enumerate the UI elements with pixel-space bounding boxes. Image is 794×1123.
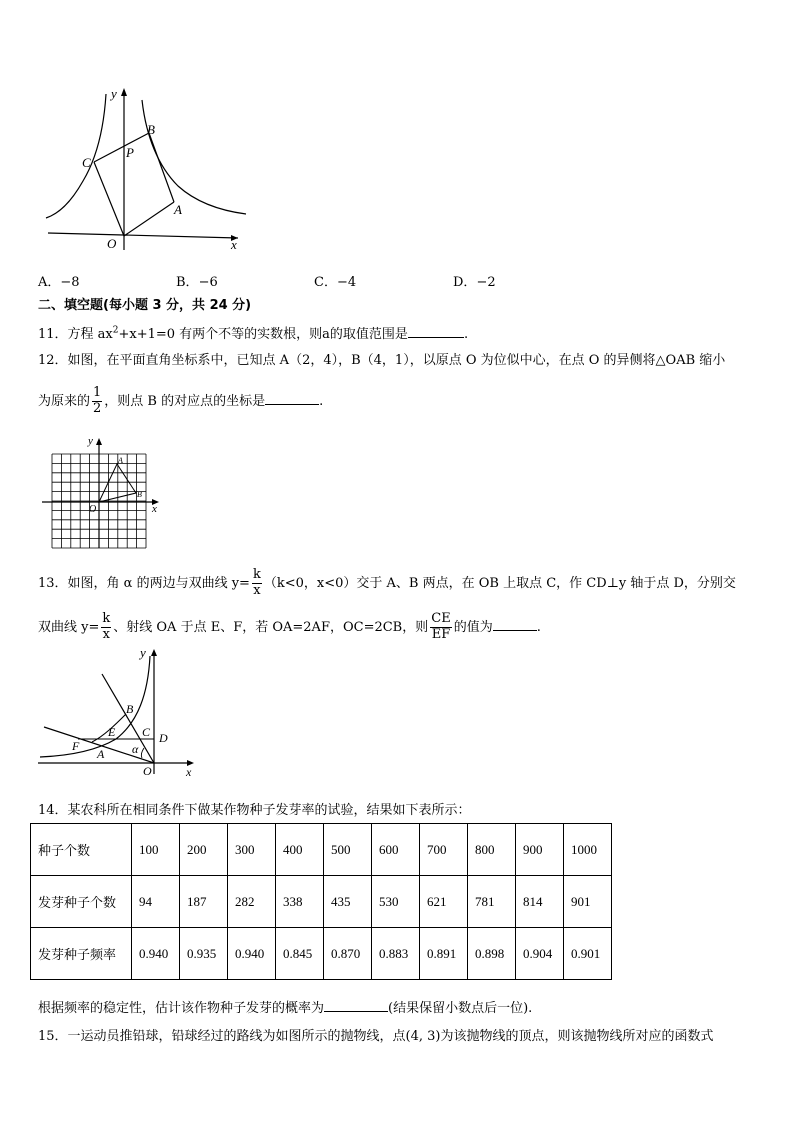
table-cell: 530 xyxy=(372,876,420,928)
segment-AO xyxy=(124,202,174,236)
question-13-line1: 13．如图，角 α 的两边与双曲线 y= $\frac{k}{x}$ （k<0，x<0）交于 A、B 两点，在 OB 上取点 C，作 CD⊥y 轴于点 D，分别交 xyxy=(38,567,736,598)
question-15: 15．一运动员推铅球，铅球经过的路线为如图所示的抛物线，点(4, 3)为该抛物线的顶点，则该抛物线所对应的函数式 xyxy=(38,1029,714,1044)
q13-label-F: F xyxy=(72,739,80,753)
grid-label-y: y xyxy=(88,435,93,447)
table-cell: 282 xyxy=(228,876,276,928)
grid-label-O: O xyxy=(89,504,97,515)
table-cell: 0.845 xyxy=(276,928,324,980)
answer-blank-13[interactable] xyxy=(493,618,537,631)
question-13-line2: 双曲线 y= $\frac{k}{x}$ 、射线 OA 于点 E、F，若 OA=2AF，OC=2CB，则 $\frac{CE}{EF}$ 的值为 . xyxy=(38,611,541,642)
table-cell: 700 xyxy=(420,824,468,876)
choice-d[interactable]: D．−2 xyxy=(453,275,496,290)
angle-arc xyxy=(141,748,144,758)
q13-figure xyxy=(34,644,204,782)
q13-label-E: E xyxy=(108,725,116,739)
fraction-k-over-x: $\frac{k}{x}$ xyxy=(252,567,261,598)
table-cell: 300 xyxy=(228,824,276,876)
table-cell: 0.901 xyxy=(564,928,612,980)
fraction-k-over-x-2: $\frac{k}{x}$ xyxy=(102,611,111,642)
germination-table xyxy=(30,823,612,980)
table-cell: 0.883 xyxy=(372,928,420,980)
choice-a[interactable]: A．−8 xyxy=(38,275,80,290)
answer-blank-12[interactable] xyxy=(265,392,319,405)
question-12-line1: 12．如图，在平面直角坐标系中，已知点 A（2，4），B（4，1），以原点 O 为位似中心，在点 O 的异侧将△OAB 缩小 xyxy=(38,353,726,368)
table-cell: 800 xyxy=(468,824,516,876)
segment-CB xyxy=(94,133,149,162)
label-y: y xyxy=(111,86,117,101)
table-cell: 0.891 xyxy=(420,928,468,980)
q13-label-A: A xyxy=(97,747,105,761)
label-x: x xyxy=(231,237,237,252)
row-header: 种子个数 xyxy=(31,824,132,876)
table-cell: 0.940 xyxy=(228,928,276,980)
label-A: A xyxy=(174,202,182,217)
q13-label-C: C xyxy=(142,725,151,739)
table-cell: 901 xyxy=(564,876,612,928)
table-cell: 435 xyxy=(324,876,372,928)
grid-y-arrow xyxy=(96,438,102,445)
q13-label-O: O xyxy=(143,764,152,778)
q13-label-y: y xyxy=(140,645,146,660)
section-heading: 二、填空题(每小题 3 分，共 24 分) xyxy=(38,298,252,313)
table-cell: 0.940 xyxy=(132,928,180,980)
question-14-followup: 根据频率的稳定性，估计该作物种子发芽的概率为 (结果保留小数点后一位). xyxy=(38,1001,533,1016)
table-cell: 0.870 xyxy=(324,928,372,980)
question-14: 14．某农科所在相同条件下做某作物种子发芽率的试验，结果如下表所示： xyxy=(38,803,471,818)
question-12-line2: 为原来的 $\frac{1}{2}$ ，则点 B 的对应点的坐标是 . xyxy=(38,385,324,416)
row-header: 发芽种子频率 xyxy=(31,928,132,980)
q10-figure xyxy=(38,86,258,256)
table-cell: 781 xyxy=(468,876,516,928)
table-cell: 0.904 xyxy=(516,928,564,980)
grid-label-B: B xyxy=(137,490,142,499)
table-cell: 400 xyxy=(276,824,324,876)
q13-label-D: D xyxy=(159,731,168,745)
table-cell: 0.898 xyxy=(468,928,516,980)
label-B: B xyxy=(147,122,155,137)
row-header: 发芽种子个数 xyxy=(31,876,132,928)
table-row xyxy=(31,928,612,980)
table-cell: 814 xyxy=(516,876,564,928)
label-P: P xyxy=(126,145,134,160)
q13-label-alpha: α xyxy=(132,742,139,756)
table-row xyxy=(31,824,612,876)
table-cell: 600 xyxy=(372,824,420,876)
table-cell: 900 xyxy=(516,824,564,876)
label-O: O xyxy=(107,236,117,251)
fraction-ce-over-ef: $\frac{CE}{EF}$ xyxy=(431,611,451,642)
choice-c[interactable]: C．−4 xyxy=(314,275,357,290)
left-hyperbola xyxy=(46,94,106,218)
grid-label-A: A xyxy=(118,456,123,465)
answer-blank-11[interactable] xyxy=(408,325,464,338)
segment-OC xyxy=(94,162,124,236)
table-row xyxy=(31,876,612,928)
table-cell: 200 xyxy=(180,824,228,876)
grid-label-x: x xyxy=(152,503,157,515)
choice-b[interactable]: B．−6 xyxy=(176,275,218,290)
label-C: C xyxy=(82,155,91,170)
segment-BA xyxy=(149,133,174,202)
table-cell: 187 xyxy=(180,876,228,928)
table-cell: 1000 xyxy=(564,824,612,876)
q12-grid-figure xyxy=(38,432,168,552)
table-cell: 338 xyxy=(276,876,324,928)
table-cell: 500 xyxy=(324,824,372,876)
question-11: 11．方程 $ax^2+x+1=0$ 有两个不等的实数根，则a的取值范围是 . xyxy=(38,325,469,342)
table-cell: 0.935 xyxy=(180,928,228,980)
x-axis xyxy=(48,233,238,238)
table-cell: 621 xyxy=(420,876,468,928)
table-cell: 94 xyxy=(132,876,180,928)
q13-y-arrow xyxy=(151,649,157,656)
q13-label-x: x xyxy=(186,765,192,779)
y-axis-arrow xyxy=(121,88,127,96)
q13-label-B: B xyxy=(126,702,134,716)
table-cell: 100 xyxy=(132,824,180,876)
fraction-one-half: $\frac{1}{2}$ xyxy=(93,385,102,416)
answer-blank-14[interactable] xyxy=(324,999,388,1012)
